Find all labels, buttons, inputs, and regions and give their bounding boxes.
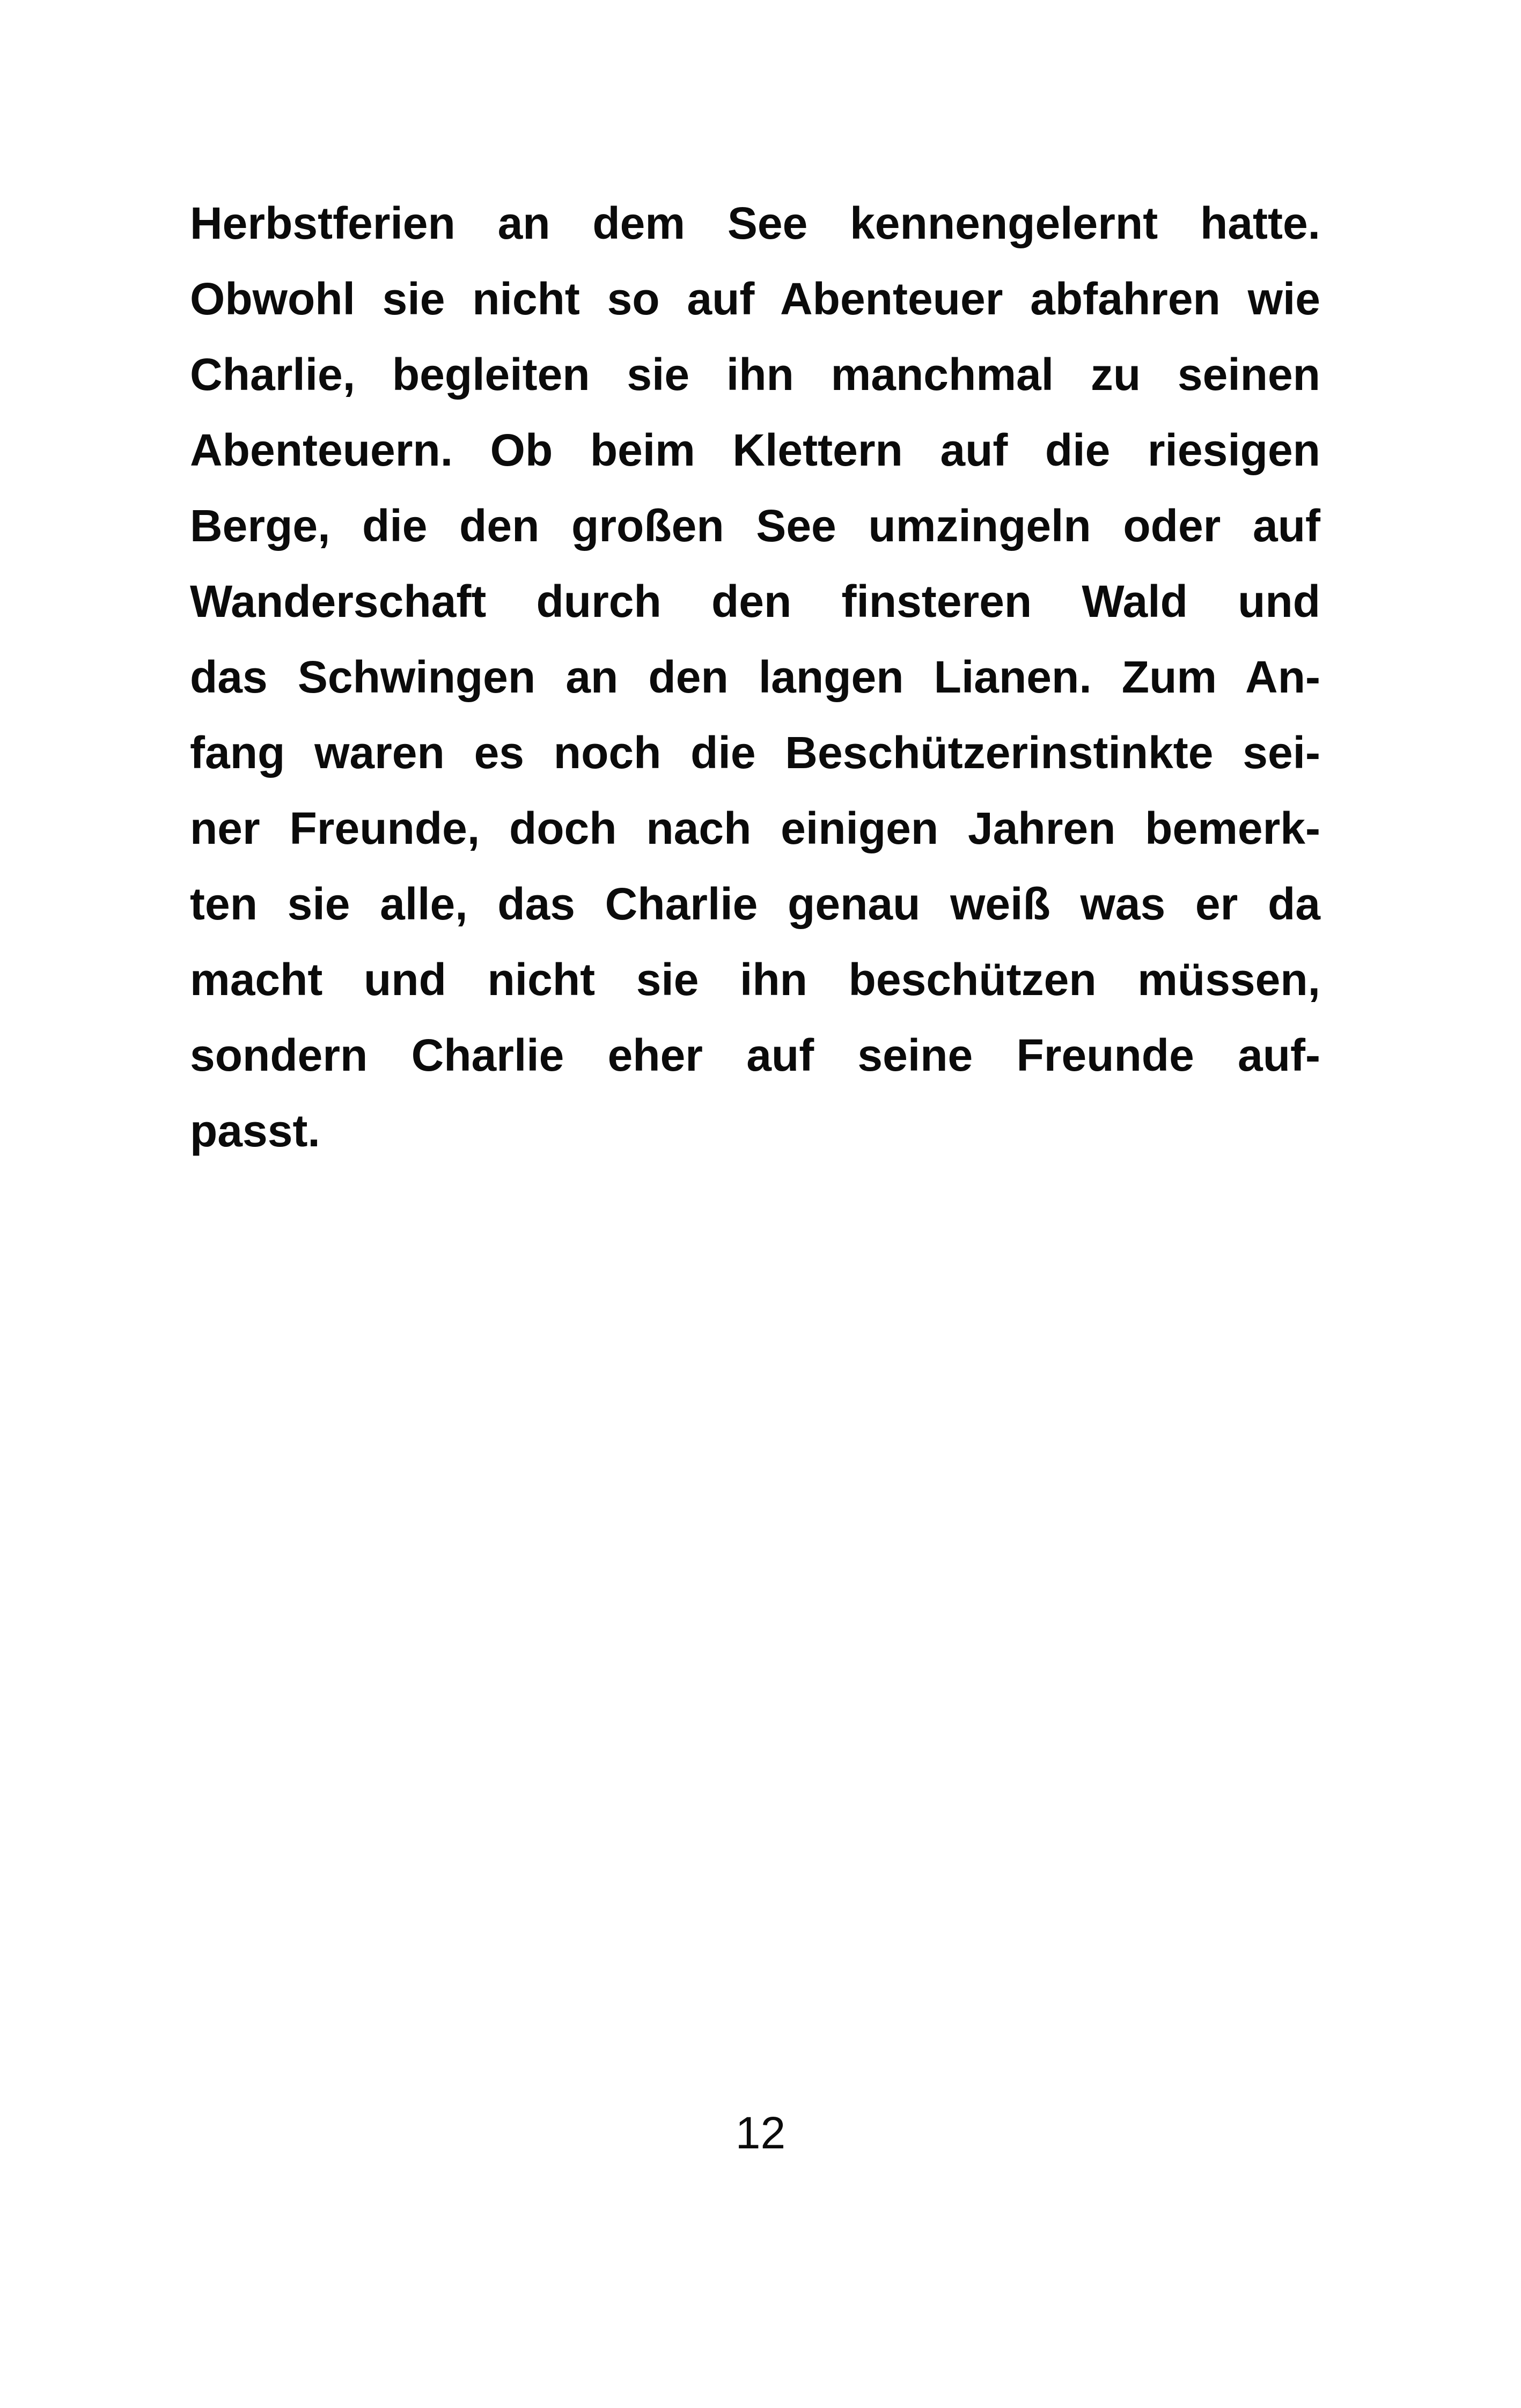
text-line: Abenteuern. Ob beim Klettern auf die riesigen [190,425,1320,475]
text-line-last: passt. [190,1106,320,1156]
text-line: Herbstferien an dem See kennengelernt hatte. [190,198,1320,248]
text-line: Berge, die den großen See umzingeln oder auf [190,500,1320,551]
text-line: ten sie alle, das Charlie genau weiß was er da [190,879,1320,929]
body-paragraph [190,193,1320,1176]
text-line: macht und nicht sie ihn beschützen müssen, [190,954,1320,1005]
page-number: 12 [735,2108,786,2158]
text-line: das Schwingen an den langen Lianen. Zum An- [190,652,1320,702]
text-line: sondern Charlie eher auf seine Freunde auf- [190,1030,1320,1080]
text-line: ner Freunde, doch nach einigen Jahren bemerk- [190,803,1320,853]
text-line: Charlie, begleiten sie ihn manchmal zu seinen [190,349,1320,400]
text-line: Wanderschaft durch den finsteren Wald und [190,576,1320,627]
text-line: Obwohl sie nicht so auf Abenteuer abfahren wie [190,274,1320,324]
text-line: fang waren es noch die Beschützerinstinkte sei- [190,727,1320,778]
